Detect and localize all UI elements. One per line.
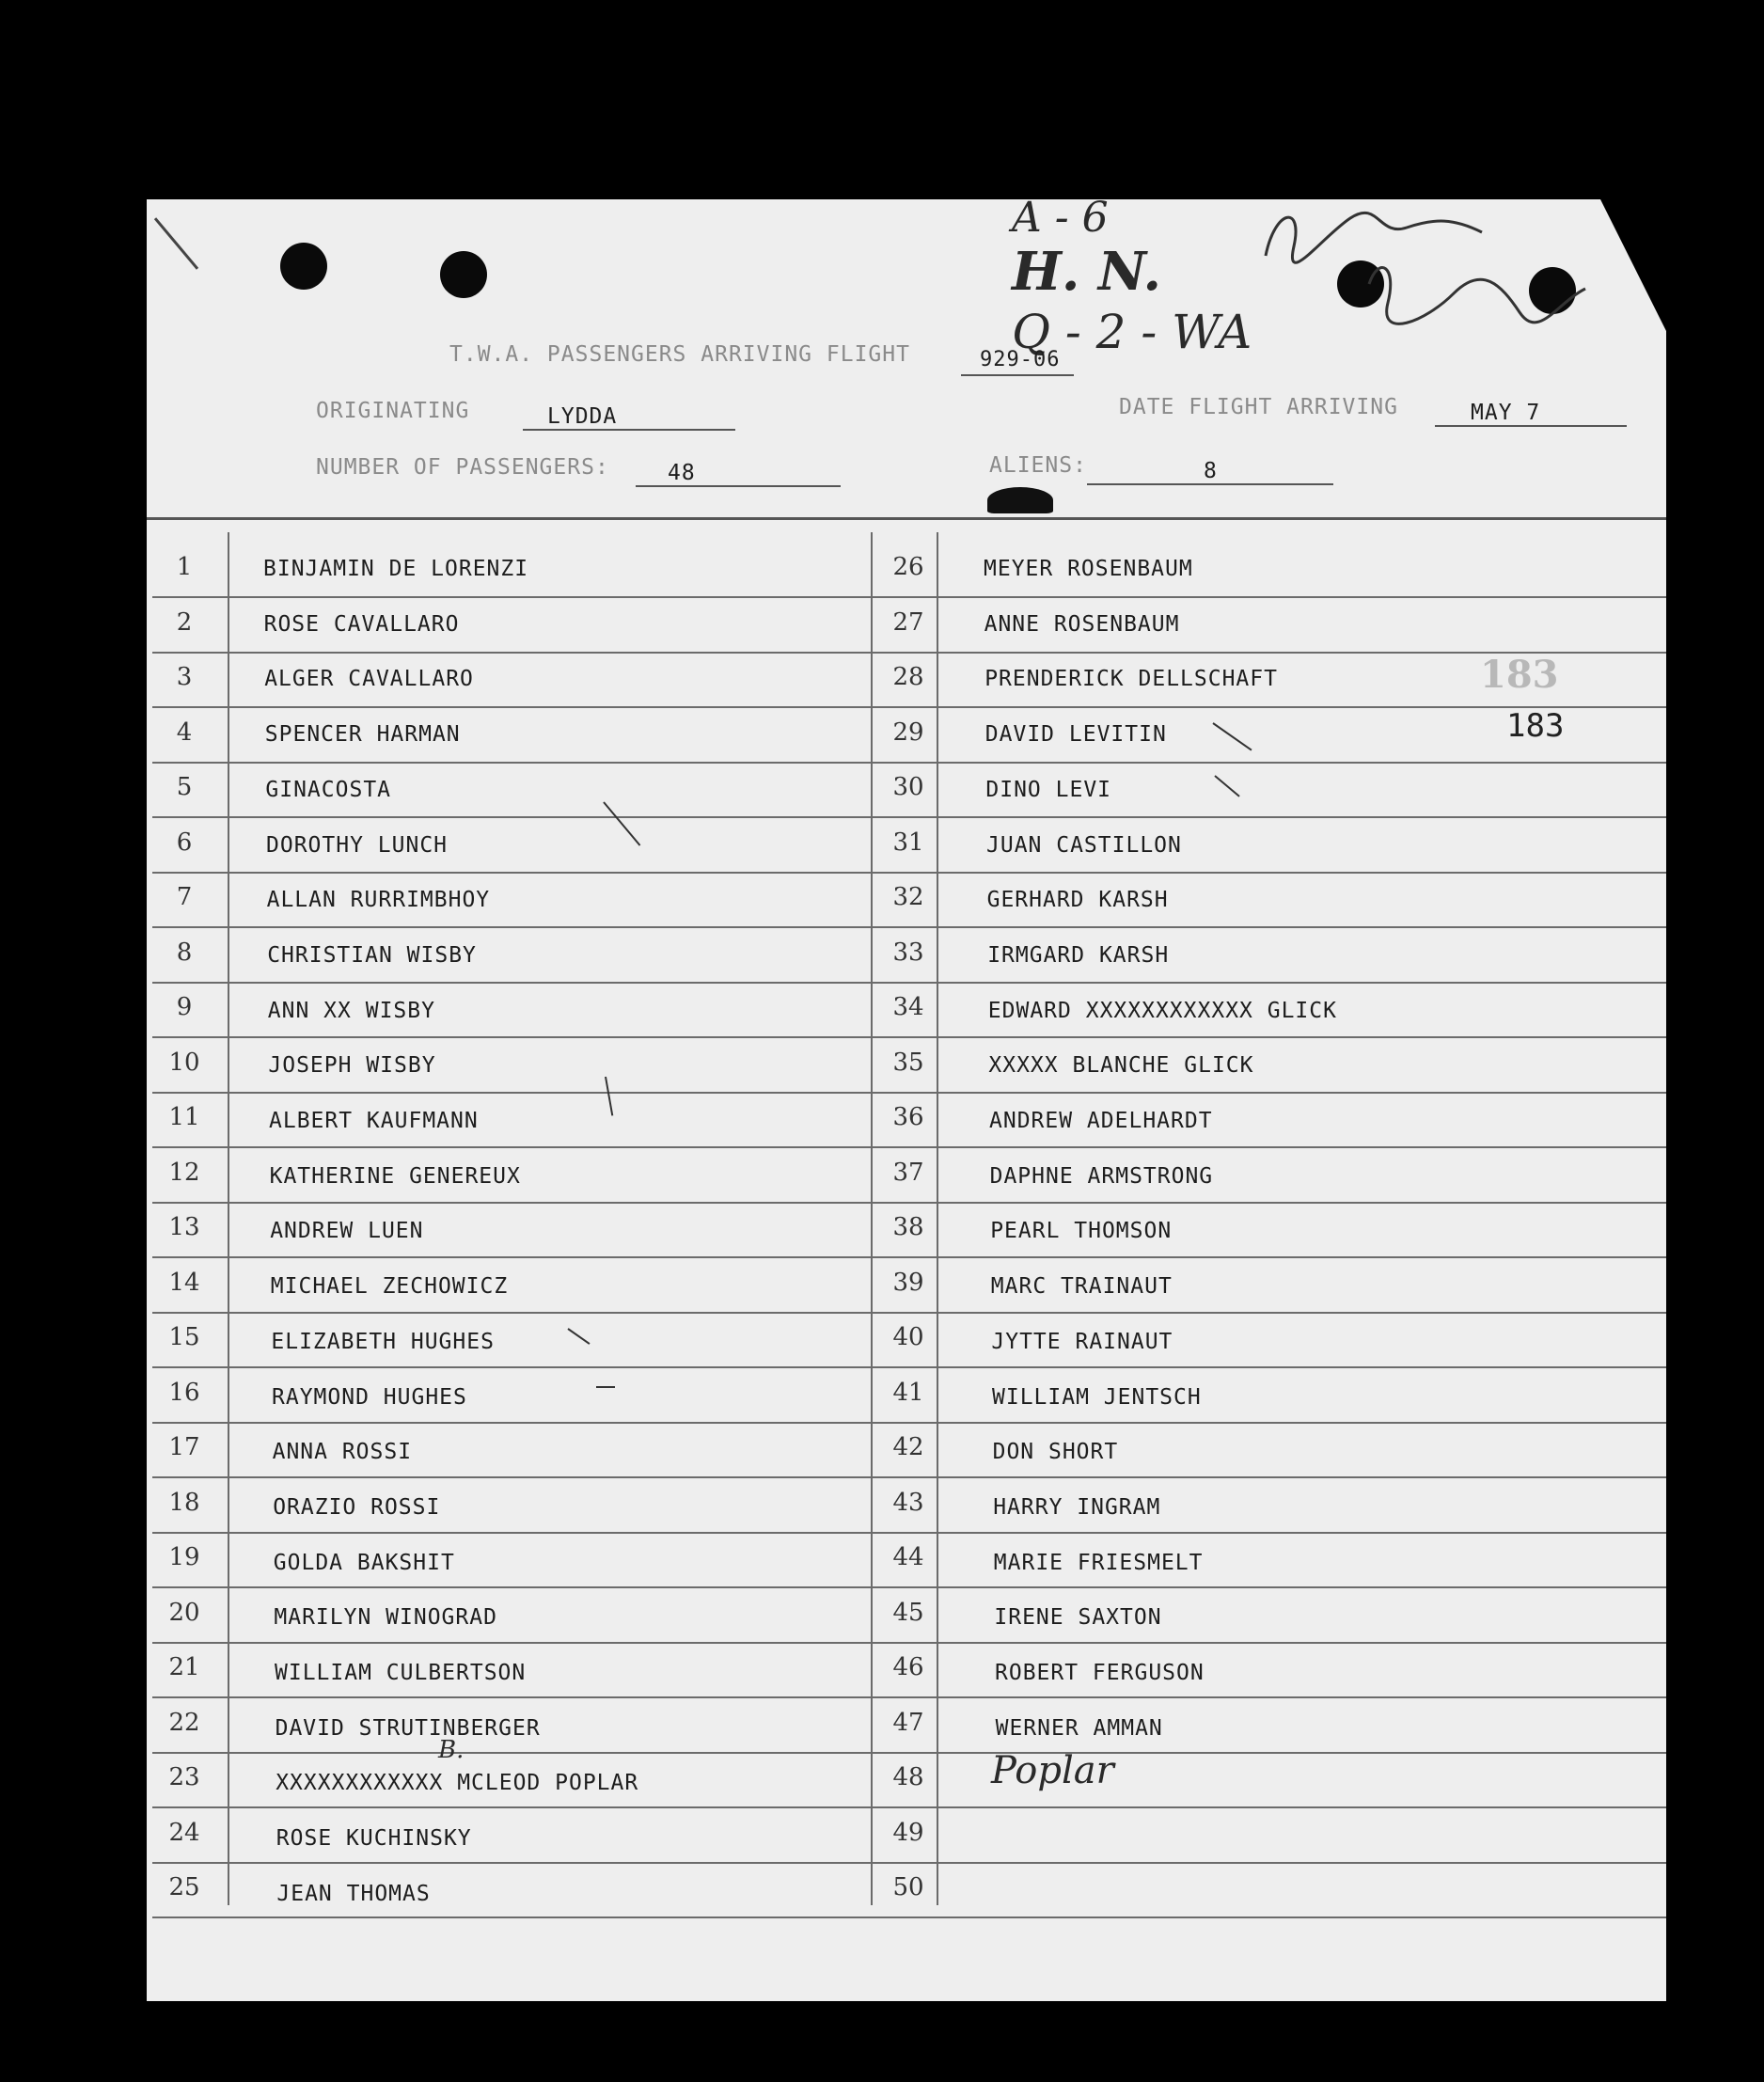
- row-number: 35: [892, 1048, 924, 1077]
- passenger-name: DAPHNE ARMSTRONG: [989, 1163, 1214, 1189]
- passenger-name: ANN XX WISBY: [267, 998, 435, 1023]
- underline: [523, 429, 735, 431]
- row-number: 48: [892, 1763, 924, 1791]
- row-rule: [152, 652, 1666, 654]
- row-number: 15: [168, 1323, 200, 1351]
- passenger-name: ROSE CAVALLARO: [263, 611, 460, 637]
- row-rule: [152, 1752, 1666, 1754]
- check-mark: [1214, 775, 1239, 797]
- row-number: 33: [892, 938, 924, 967]
- row-number: 40: [892, 1323, 924, 1351]
- passengers-label: NUMBER OF PASSENGERS:: [316, 455, 609, 480]
- passenger-name: GINACOSTA: [265, 777, 392, 802]
- originating-label: ORIGINATING: [316, 399, 470, 423]
- row-number: 49: [892, 1818, 924, 1847]
- underline: [636, 485, 841, 487]
- row-number: 28: [892, 663, 924, 691]
- row-number: 10: [168, 1048, 200, 1077]
- row-rule: [152, 1862, 1666, 1864]
- page-number: 183: [1506, 707, 1565, 745]
- row-number: 29: [892, 718, 924, 747]
- row-rule: [152, 1642, 1666, 1644]
- row-number: 8: [176, 938, 193, 967]
- check-mark: [603, 801, 640, 845]
- column-divider: [871, 532, 873, 1905]
- row-number: 11: [168, 1103, 200, 1131]
- row-number: 27: [892, 607, 924, 637]
- flight-number: 929-06: [980, 348, 1061, 371]
- passenger-name: MICHAEL ZECHOWICZ: [270, 1274, 509, 1300]
- passenger-name: DAVID LEVITIN: [984, 722, 1167, 748]
- ink-blot: [987, 487, 1053, 513]
- passenger-name: ROSE KUCHINSKY: [276, 1826, 472, 1852]
- aliens-value: 8: [1204, 459, 1218, 483]
- row-number: 18: [168, 1488, 200, 1517]
- passenger-name: RAYMOND HUGHES: [272, 1384, 467, 1410]
- row-number: 39: [892, 1268, 924, 1297]
- passenger-name: ANNE ROSENBAUM: [984, 611, 1180, 637]
- manifest-title: T.W.A. PASSENGERS ARRIVING FLIGHT: [449, 342, 910, 367]
- passenger-name: HARRY INGRAM: [993, 1494, 1161, 1520]
- punch-hole: [440, 251, 487, 298]
- passenger-name: WILLIAM JENTSCH: [992, 1384, 1202, 1410]
- passenger-name: MARILYN WINOGRAD: [274, 1605, 497, 1631]
- column-divider: [228, 532, 229, 1905]
- date-label: DATE FLIGHT ARRIVING: [1119, 395, 1398, 419]
- row-number: 30: [892, 773, 924, 801]
- aliens-label: ALIENS:: [989, 453, 1087, 478]
- row-number: 1: [176, 553, 193, 581]
- row-rule: [152, 1202, 1666, 1204]
- passenger-name: DAVID STRUTINBERGER: [275, 1715, 541, 1741]
- passenger-name: ROBERT FERGUSON: [995, 1661, 1205, 1685]
- row-number: 34: [892, 993, 924, 1021]
- row-number: 50: [892, 1873, 924, 1901]
- row-number: 9: [176, 993, 193, 1021]
- row-number: 7: [176, 883, 193, 911]
- row-number: 3: [176, 663, 193, 691]
- check-mark: [1212, 722, 1252, 750]
- passenger-name: MARC TRAINAUT: [990, 1274, 1173, 1300]
- row-rule: [152, 872, 1666, 874]
- row-rule: [152, 1036, 1666, 1038]
- passenger-name: ANNA ROSSI: [272, 1440, 413, 1465]
- row-number: 23: [168, 1763, 200, 1791]
- passenger-name: EDWARD XXXXXXXXXXXX GLICK: [987, 998, 1337, 1023]
- passenger-name: CHRISTIAN WISBY: [267, 942, 477, 968]
- row-rule: [152, 1532, 1666, 1534]
- column-divider: [937, 532, 938, 1905]
- row-rule: [152, 926, 1666, 928]
- passenger-name: DINO LEVI: [985, 777, 1112, 802]
- row-number: 16: [168, 1378, 200, 1407]
- faint-stamp-number: 183: [1480, 653, 1559, 697]
- row-rule: [152, 1476, 1666, 1478]
- row-rule: [152, 1696, 1666, 1698]
- passenger-name: JUAN CASTILLON: [986, 832, 1182, 858]
- passenger-name: ELIZABETH HUGHES: [271, 1329, 495, 1354]
- passenger-name: ALLAN RURRIMBHOY: [266, 888, 491, 913]
- row-number: 31: [892, 828, 924, 857]
- punch-hole: [280, 243, 327, 290]
- handwritten-note: Q - 2 - WA: [1012, 305, 1252, 359]
- row-number: 21: [168, 1653, 200, 1681]
- passenger-name: GOLDA BAKSHIT: [273, 1550, 455, 1575]
- row-rule: [152, 1366, 1666, 1368]
- passenger-name: ANDREW LUEN: [270, 1219, 424, 1244]
- table-top-rule: [147, 517, 1666, 520]
- passenger-name: IRMGARD KARSH: [987, 942, 1170, 968]
- row-number: 5: [176, 773, 193, 801]
- row-rule: [152, 596, 1666, 598]
- row-number: 38: [892, 1213, 924, 1241]
- passenger-name: DOROTHY LUNCH: [266, 832, 449, 858]
- check-mark: [596, 1386, 615, 1388]
- passenger-name: JOSEPH WISBY: [268, 1053, 436, 1079]
- row-number: 47: [892, 1708, 924, 1737]
- originating-value: LYDDA: [547, 404, 618, 429]
- passenger-name: DON SHORT: [992, 1440, 1119, 1465]
- passenger-name: MEYER ROSENBAUM: [984, 557, 1193, 581]
- row-number: 41: [892, 1378, 924, 1407]
- row-rule: [152, 1092, 1666, 1094]
- passenger-name: PRENDERICK DELLSCHAFT: [984, 667, 1278, 692]
- row-number: 37: [892, 1158, 924, 1187]
- row-number: 12: [168, 1158, 200, 1187]
- passenger-name: KATHERINE GENEREUX: [269, 1163, 521, 1189]
- passenger-name: XXXXXXXXXXXX MCLEOD POPLAR: [276, 1771, 639, 1796]
- row-rule: [152, 1422, 1666, 1424]
- row-number: 42: [892, 1433, 924, 1461]
- handwritten-signature: [1237, 199, 1632, 359]
- row-number: 14: [168, 1268, 200, 1297]
- row-rule: [152, 1312, 1666, 1314]
- row-number: 6: [176, 828, 193, 857]
- row-number: 32: [892, 883, 924, 911]
- row-rule: [152, 1146, 1666, 1148]
- handwritten-b: B.: [438, 1736, 465, 1764]
- row-rule: [152, 762, 1666, 764]
- passenger-name: BINJAMIN DE LORENZI: [263, 557, 529, 581]
- row-number: 43: [892, 1488, 924, 1517]
- passenger-name: ORAZIO ROSSI: [273, 1494, 441, 1520]
- row-number: 44: [892, 1543, 924, 1571]
- row-number: 24: [168, 1818, 200, 1847]
- row-number: 2: [176, 607, 193, 637]
- passenger-name: JEAN THOMAS: [276, 1881, 431, 1906]
- check-mark: [605, 1077, 613, 1116]
- row-rule: [152, 816, 1666, 818]
- passenger-name: IRENE SAXTON: [994, 1605, 1162, 1631]
- passenger-name: XXXXX BLANCHE GLICK: [988, 1053, 1254, 1079]
- staple-mark: [154, 217, 198, 270]
- row-number: 36: [892, 1103, 924, 1131]
- handwritten-poplar: Poplar: [991, 1749, 1114, 1792]
- passenger-name: JYTTE RAINAUT: [991, 1329, 1173, 1354]
- handwritten-note: H. N.: [1012, 241, 1162, 303]
- underline: [1435, 425, 1627, 427]
- row-rule: [152, 706, 1666, 708]
- underline: [961, 374, 1074, 376]
- passenger-name: ALBERT KAUFMANN: [269, 1109, 479, 1133]
- row-number: 4: [176, 718, 193, 747]
- row-number: 26: [892, 553, 924, 581]
- row-rule: [152, 1916, 1666, 1918]
- passenger-name: ANDREW ADELHARDT: [989, 1109, 1213, 1133]
- row-number: 17: [168, 1433, 200, 1461]
- row-number: 25: [168, 1873, 200, 1901]
- row-number: 19: [168, 1543, 200, 1571]
- row-rule: [152, 982, 1666, 984]
- row-number: 45: [892, 1598, 924, 1627]
- passenger-name: PEARL THOMSON: [990, 1219, 1173, 1244]
- row-rule: [152, 1806, 1666, 1808]
- underline: [1087, 483, 1333, 485]
- row-rule: [152, 1256, 1666, 1258]
- row-number: 46: [892, 1653, 924, 1681]
- passengers-value: 48: [668, 461, 696, 485]
- row-number: 22: [168, 1708, 200, 1737]
- passenger-name: GERHARD KARSH: [986, 888, 1169, 913]
- passenger-name: WERNER AMMAN: [995, 1715, 1163, 1741]
- check-mark: [567, 1328, 590, 1345]
- date-value: MAY 7: [1471, 401, 1541, 425]
- row-number: 13: [168, 1213, 200, 1241]
- passenger-name: WILLIAM CULBERTSON: [275, 1661, 527, 1685]
- passenger-name: ALGER CAVALLARO: [264, 667, 474, 692]
- passenger-name: MARIE FRIESMELT: [993, 1550, 1204, 1575]
- manifest-page: [147, 199, 1666, 2001]
- passenger-name: SPENCER HARMAN: [264, 722, 461, 748]
- handwritten-note: A - 6: [1012, 199, 1109, 242]
- row-number: 20: [168, 1598, 200, 1627]
- row-rule: [152, 1586, 1666, 1588]
